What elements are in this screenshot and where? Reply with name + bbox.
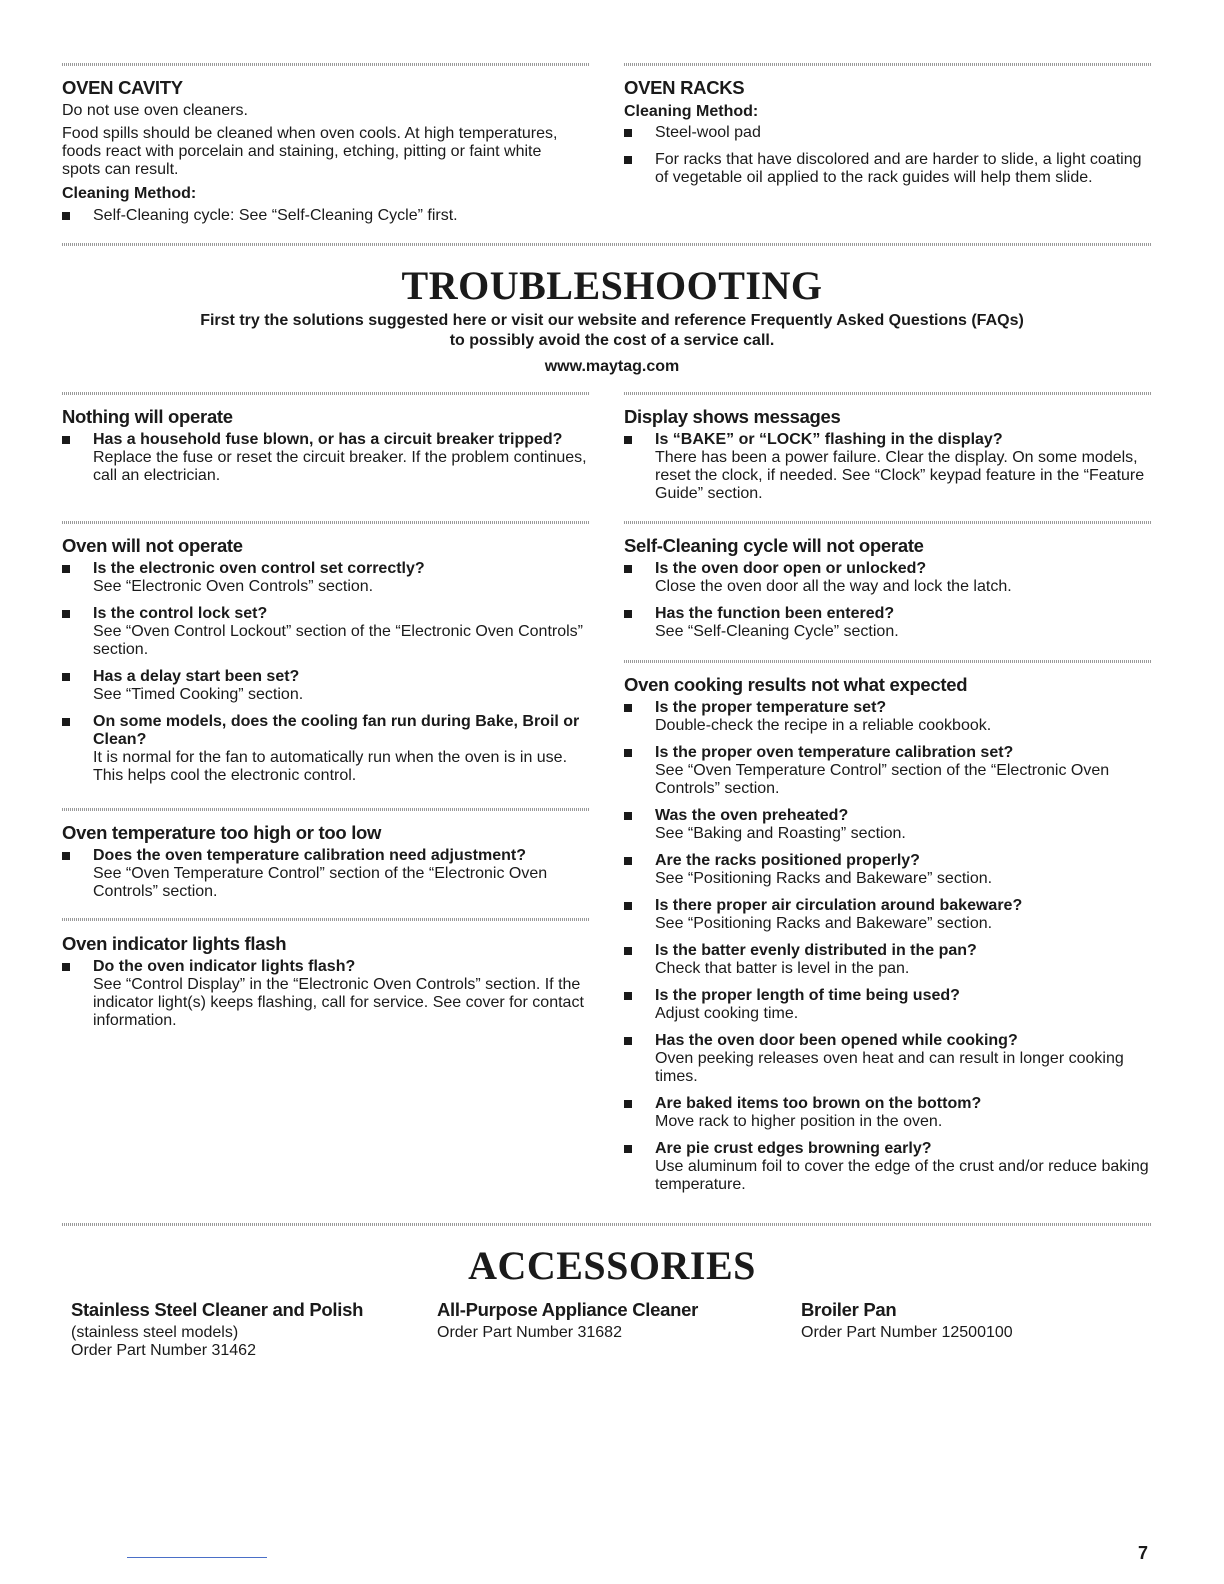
temp-heading: Oven temperature too high or too low [62,822,382,843]
faq-answer: See “Oven Temperature Control” section of the “Electronic Oven Controls” section. [655,762,1110,797]
faq-question: Is the proper temperature set? [655,699,887,716]
page-number: 7 [1138,1543,1149,1563]
oven-racks-heading: OVEN RACKS [624,77,745,98]
bullet-square-icon [624,1145,632,1153]
faq-question: Is the control lock set? [93,605,268,622]
bullet-square-icon [62,852,70,860]
bullet-square-icon [624,857,632,865]
faq-item [624,807,1154,843]
selfclean-heading: Self-Cleaning cycle will not operate [624,535,924,556]
bullet-square-icon [62,718,70,726]
bullet-square-icon [62,212,70,220]
oven-cavity-heading: OVEN CAVITY [62,77,183,98]
self-cleaning-section [624,535,1154,650]
oven-cavity-text-2: Food spills should be cleaned when oven cools. At high temperatures, foods react with porcelain and staining, etching, pitting or faint white spots can result. [62,125,558,178]
faq-question: Do the oven indicator lights flash? [93,958,356,975]
faq-answer: Replace the fuse or reset the circuit breaker. If the problem continues, call an electrician. [93,449,587,484]
bullet-square-icon [624,992,632,1000]
faq-item [62,668,592,704]
faq-question: Is the batter evenly distributed in the pan? [655,942,977,959]
accessory-item [71,1299,411,1360]
faq-answer: See “Control Display” in the “Electronic Oven Controls” section. If the indicator light(s) keeps flashing, call for service. See cover for contact information. [93,976,584,1029]
faq-answer: See “Positioning Racks and Bakeware” section. [655,870,993,887]
oven-racks-item-text: For racks that have discolored and are harder to slide, a light coating of vegetable oil applied to the rack guides will help them slide. [655,151,1142,186]
faq-answer: Oven peeking releases oven heat and can result in longer cooking times. [655,1050,1124,1085]
indicator-lights-section [62,933,592,1039]
faq-question: Has the oven door been opened while cooking? [655,1032,1018,1049]
left-rule-1 [62,392,590,395]
nothing-heading: Nothing will operate [62,406,233,427]
faq-answer: It is normal for the fan to automatically run when the oven is in use. This helps cool the electronic control. [93,749,568,784]
faq-answer: See “Positioning Racks and Bakeware” section. [655,915,993,932]
display-heading: Display shows messages [624,406,841,427]
faq-item [624,431,1154,503]
faq-item [624,560,1154,596]
bullet-square-icon [624,129,632,137]
accessory-part-number: Order Part Number 31462 [71,1342,256,1359]
faq-item [62,958,592,1030]
oven-racks-method-label: Cleaning Method: [624,103,759,120]
bullet-square-icon [624,156,632,164]
bullet-square-icon [62,610,70,618]
faq-question: On some models, does the cooling fan run during Bake, Broil or Clean? [93,713,580,748]
faq-answer: See “Electronic Oven Controls” section. [93,578,374,595]
footer-line [127,1557,267,1558]
faq-question: Is there proper air circulation around bakeware? [655,897,1023,914]
accessory-name: All-Purpose Appliance Cleaner [437,1299,698,1320]
faq-answer: See “Baking and Roasting” section. [655,825,906,842]
faq-question: Are pie crust edges browning early? [655,1140,932,1157]
faq-question: Is the proper oven temperature calibration set? [655,744,1014,761]
faq-question: Is the electronic oven control set correctly? [93,560,425,577]
accessories-title: ACCESSORIES [468,1243,756,1288]
faq-answer: See “Oven Temperature Control” section of the “Electronic Oven Controls” section. [93,865,548,900]
faq-item [624,605,1154,641]
oven-cavity-text-1: Do not use oven cleaners. [62,102,248,119]
faq-answer: See “Oven Control Lockout” section of the “Electronic Oven Controls” section. [93,623,583,658]
oven-cavity-section [62,77,592,234]
cooking-results-section [624,674,1154,1203]
faq-question: Does the oven temperature calibration need adjustment? [93,847,526,864]
faq-item [624,1140,1154,1194]
faq-item [62,431,592,485]
accessory-note: (stainless steel models) [71,1324,239,1341]
oven-not-operate-section [62,535,592,794]
bullet-square-icon [62,673,70,681]
oven-cavity-item [62,207,592,225]
display-messages-section [624,406,1154,512]
faq-item [624,1095,1154,1131]
oven-racks-item [624,151,1154,187]
faq-item [62,847,592,901]
website-link[interactable]: www.maytag.com [544,358,680,375]
accessory-item [801,1299,1141,1342]
intro-line-1: First try the solutions suggested here or visit our website and reference Frequently Asked Questions (FAQs) [200,312,1024,329]
right-rule-1 [624,392,1152,395]
intro-line-2: to possibly avoid the cost of a service call. [449,332,775,349]
left-rule-3 [62,808,590,811]
troubleshooting-intro [0,311,1224,377]
faq-item [62,713,592,785]
indicator-heading: Oven indicator lights flash [62,933,287,954]
oven-cavity-item-text: Self-Cleaning cycle: See “Self-Cleaning Cycle” first. [93,207,458,224]
results-heading: Oven cooking results not what expected [624,674,968,695]
faq-item [624,897,1154,933]
faq-item [624,987,1154,1023]
accessory-part-number: Order Part Number 31682 [437,1324,622,1341]
faq-question: Has the function been entered? [655,605,895,622]
oven-racks-section [624,77,1154,196]
faq-question: Are the racks positioned properly? [655,852,920,869]
faq-item [624,699,1154,735]
faq-item [624,852,1154,888]
top-rule-right [624,63,1152,66]
bullet-square-icon [624,902,632,910]
faq-item [624,744,1154,798]
faq-answer: Adjust cooking time. [655,1005,799,1022]
faq-question: Is “BAKE” or “LOCK” flashing in the display? [655,431,1003,448]
faq-question: Has a household fuse blown, or has a circuit breaker tripped? [93,431,563,448]
bullet-square-icon [62,436,70,444]
full-rule-2 [62,1223,1152,1226]
bullet-square-icon [62,963,70,971]
oven-racks-item-text: Steel-wool pad [655,124,761,141]
faq-item [624,1032,1154,1086]
faq-answer: There has been a power failure. Clear the display. On some models, reset the clock, if needed. See “Clock” keypad feature in the “Feature Guide” section. [655,449,1145,502]
bullet-square-icon [624,565,632,573]
bullet-square-icon [62,565,70,573]
faq-question: Has a delay start been set? [93,668,300,685]
bullet-square-icon [624,947,632,955]
oven-not-operate-heading: Oven will not operate [62,535,243,556]
faq-answer: See “Self-Cleaning Cycle” section. [655,623,899,640]
faq-answer: Check that batter is level in the pan. [655,960,910,977]
faq-answer: Double-check the recipe in a reliable cookbook. [655,717,992,734]
bullet-square-icon [624,749,632,757]
faq-question: Are baked items too brown on the bottom? [655,1095,982,1112]
accessory-name: Broiler Pan [801,1299,897,1320]
accessory-part-number: Order Part Number 12500100 [801,1324,1013,1341]
faq-answer: Close the oven door all the way and lock the latch. [655,578,1012,595]
faq-item [624,942,1154,978]
bullet-square-icon [624,1037,632,1045]
bullet-square-icon [624,1100,632,1108]
bullet-square-icon [624,436,632,444]
bullet-square-icon [624,812,632,820]
oven-racks-item [624,124,1154,142]
oven-cavity-method-label: Cleaning Method: [62,185,197,202]
accessory-item [437,1299,777,1342]
bullet-square-icon [624,704,632,712]
right-rule-3 [624,660,1152,663]
full-rule-1 [62,243,1152,246]
faq-item [62,560,592,596]
oven-temperature-section [62,822,592,910]
left-rule-2 [62,521,590,524]
faq-item [62,605,592,659]
accessory-name: Stainless Steel Cleaner and Polish [71,1299,364,1320]
faq-answer: Use aluminum foil to cover the edge of the crust and/or reduce baking temperature. [655,1158,1149,1193]
bullet-square-icon [624,610,632,618]
nothing-will-operate-section [62,406,592,494]
left-rule-4 [62,918,590,921]
faq-answer: See “Timed Cooking” section. [93,686,304,703]
right-rule-2 [624,521,1152,524]
troubleshooting-title: TROUBLESHOOTING [401,263,823,308]
faq-question: Is the proper length of time being used? [655,987,960,1004]
faq-question: Was the oven preheated? [655,807,849,824]
top-rule-left [62,63,590,66]
faq-answer: Move rack to higher position in the oven. [655,1113,943,1130]
faq-question: Is the oven door open or unlocked? [655,560,927,577]
